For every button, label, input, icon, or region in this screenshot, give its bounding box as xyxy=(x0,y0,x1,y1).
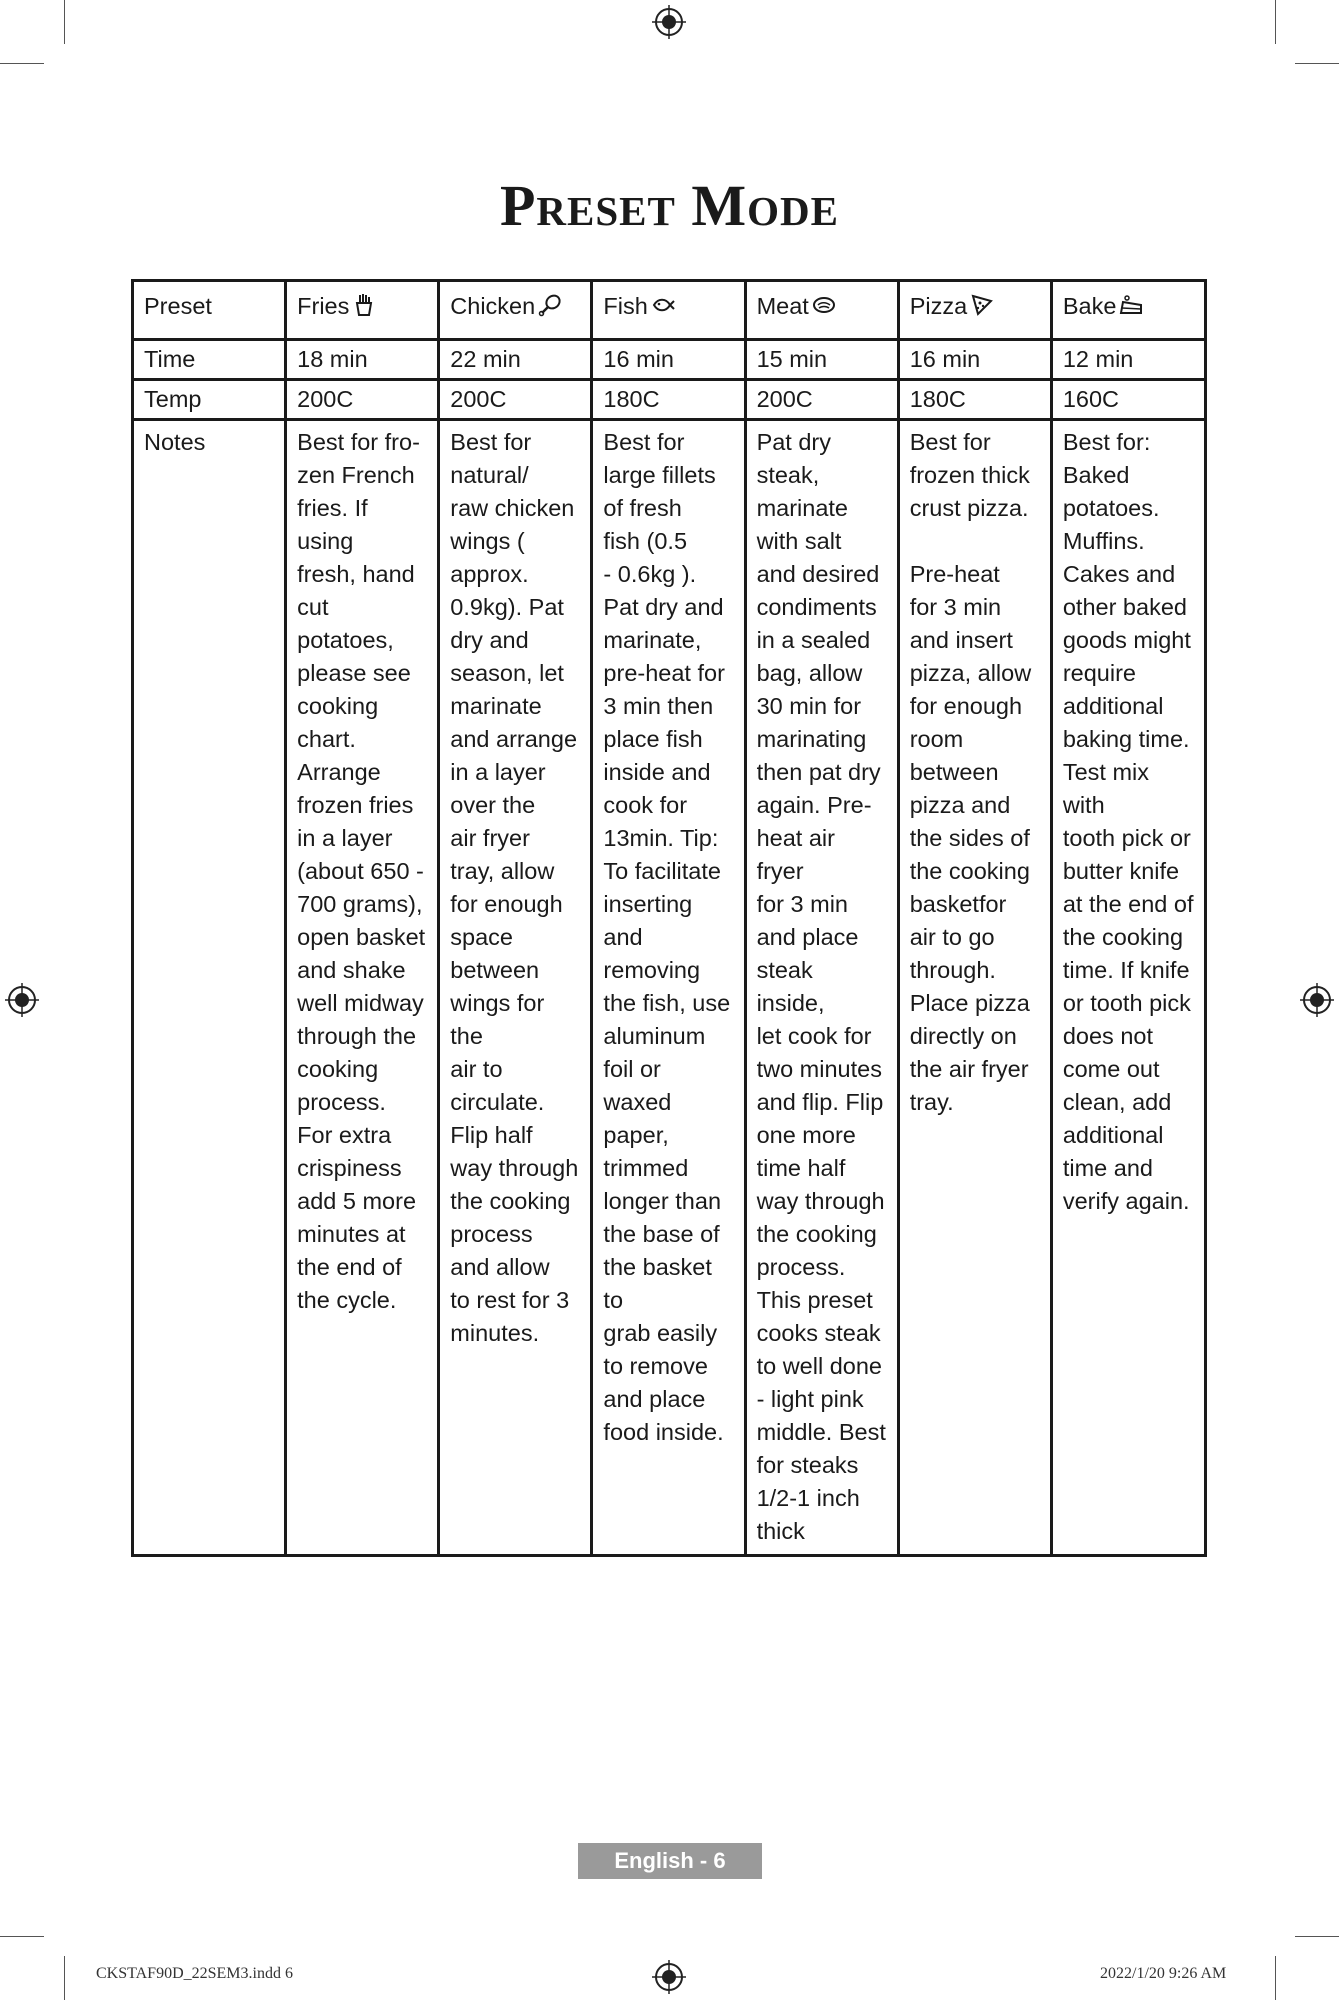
column-name: Fish xyxy=(603,293,648,319)
notes-text: Best for large fillets of fresh fish (0.5 - 0.6kg ). Pat dry and marinate, pre-heat for 3 min then place fish inside and cook for 13min. Tip: To facilitate inserting and removing the fish, use aluminum foil or waxed paper, trimmed longer than the base of the basket to grab easily to remove and place food inside. xyxy=(603,429,731,1445)
registration-mark-icon xyxy=(5,983,39,1017)
notes-cell xyxy=(592,420,745,1556)
row-label-preset xyxy=(133,281,286,340)
header-bake xyxy=(1051,281,1205,340)
column-name: Chicken xyxy=(450,293,536,319)
crop-mark xyxy=(0,1936,44,1937)
crop-mark xyxy=(0,63,44,64)
preset-table xyxy=(131,279,1207,1557)
notes-cell xyxy=(1051,420,1205,1556)
time-cell: 18 min xyxy=(286,340,439,380)
registration-mark-icon xyxy=(1300,983,1334,1017)
time-cell: 22 min xyxy=(439,340,592,380)
notes-cell xyxy=(898,420,1051,1556)
temp-cell: 180C xyxy=(592,380,745,420)
notes-text: Best for frozen thick crust pizza. Pre-heat for 3 min and insert pizza, allow for enough room between pizza and the sides of the cooking basketfor air to go through. Place pizza directly on the air fryer tray. xyxy=(909,429,1032,1115)
row-label-notes: Notes xyxy=(133,420,286,1556)
registration-mark-icon xyxy=(652,1960,686,1994)
column-name: Pizza xyxy=(909,293,968,319)
notes-text: Best for: Baked potatoes. Muffins. Cakes and other baked goods might require additional baking time. Test mix with tooth pick or butter knife at the end of the cooking time. If knife or tooth pick does not come out clean, add additional time and verify again. xyxy=(1062,429,1194,1214)
temp-cell: 200C xyxy=(745,380,898,420)
temp-cell: 200C xyxy=(286,380,439,420)
preset-label: Preset xyxy=(144,293,212,319)
crop-mark xyxy=(1275,1956,1276,2000)
column-name: Bake xyxy=(1062,293,1117,319)
temp-cell: 160C xyxy=(1051,380,1205,420)
notes-text: Best for fro- zen French fries. If using fresh, hand cut potatoes, please see cooking chart. Arrange frozen fries in a layer (about 650 - 700 grams), open basket and shake well midway through the cooking process. For extra crispiness add 5 more minutes at the end of the cycle. xyxy=(297,429,426,1313)
crop-mark xyxy=(1295,63,1339,64)
steak-icon xyxy=(812,293,836,317)
column-name: Meat xyxy=(756,293,809,319)
file-slug: CKSTAF90D_22SEM3.indd 6 xyxy=(96,1965,293,1982)
notes-cell xyxy=(286,420,439,1556)
registration-mark-icon xyxy=(652,5,686,39)
time-cell: 15 min xyxy=(745,340,898,380)
temp-cell: 180C xyxy=(898,380,1051,420)
table-row xyxy=(133,340,1206,380)
header-chicken xyxy=(439,281,592,340)
fries-icon xyxy=(352,293,376,317)
chicken-drumstick-icon xyxy=(538,293,562,317)
page-number-tab: English - 6 xyxy=(578,1843,762,1879)
notes-cell xyxy=(439,420,592,1556)
date-slug: 2022/1/20 9:26 AM xyxy=(1100,1965,1227,1982)
row-label-temp: Temp xyxy=(133,380,286,420)
table-row xyxy=(133,420,1206,1556)
temp-cell: 200C xyxy=(439,380,592,420)
time-cell: 12 min xyxy=(1051,340,1205,380)
crop-mark xyxy=(64,0,65,44)
time-cell: 16 min xyxy=(898,340,1051,380)
table-row xyxy=(133,281,1206,340)
crop-mark xyxy=(1295,1936,1339,1937)
header-pizza xyxy=(898,281,1051,340)
notes-text: Best for natural/ raw chicken wings ( approx. 0.9kg). Pat dry and season, let marinate and arrange in a layer over the air fryer tray, allow for enough space between wings for the air to circulate. Flip half way through the cooking process and allow to rest for 3 minutes. xyxy=(450,429,579,1346)
fish-icon xyxy=(651,293,675,317)
page-title: Preset Mode xyxy=(500,173,839,238)
notes-text: Pat dry steak, marinate with salt and desired condiments in a sealed bag, allow 30 min for marinating then pat dry again. Pre- heat air fryer for 3 min and place steak inside, let cook for two minutes and flip. Flip one more time half way through the cooking process. This preset cooks steak to well done - light pink middle. Best for steaks 1/2-1 inch thick xyxy=(756,429,886,1544)
header-meat xyxy=(745,281,898,340)
crop-mark xyxy=(1275,0,1276,44)
notes-cell xyxy=(745,420,898,1556)
cake-slice-icon xyxy=(1119,293,1143,317)
column-name: Fries xyxy=(297,293,350,319)
table-row xyxy=(133,380,1206,420)
time-cell: 16 min xyxy=(592,340,745,380)
row-label-time: Time xyxy=(133,340,286,380)
header-fish xyxy=(592,281,745,340)
header-fries xyxy=(286,281,439,340)
crop-mark xyxy=(64,1956,65,2000)
pizza-slice-icon xyxy=(970,293,994,317)
